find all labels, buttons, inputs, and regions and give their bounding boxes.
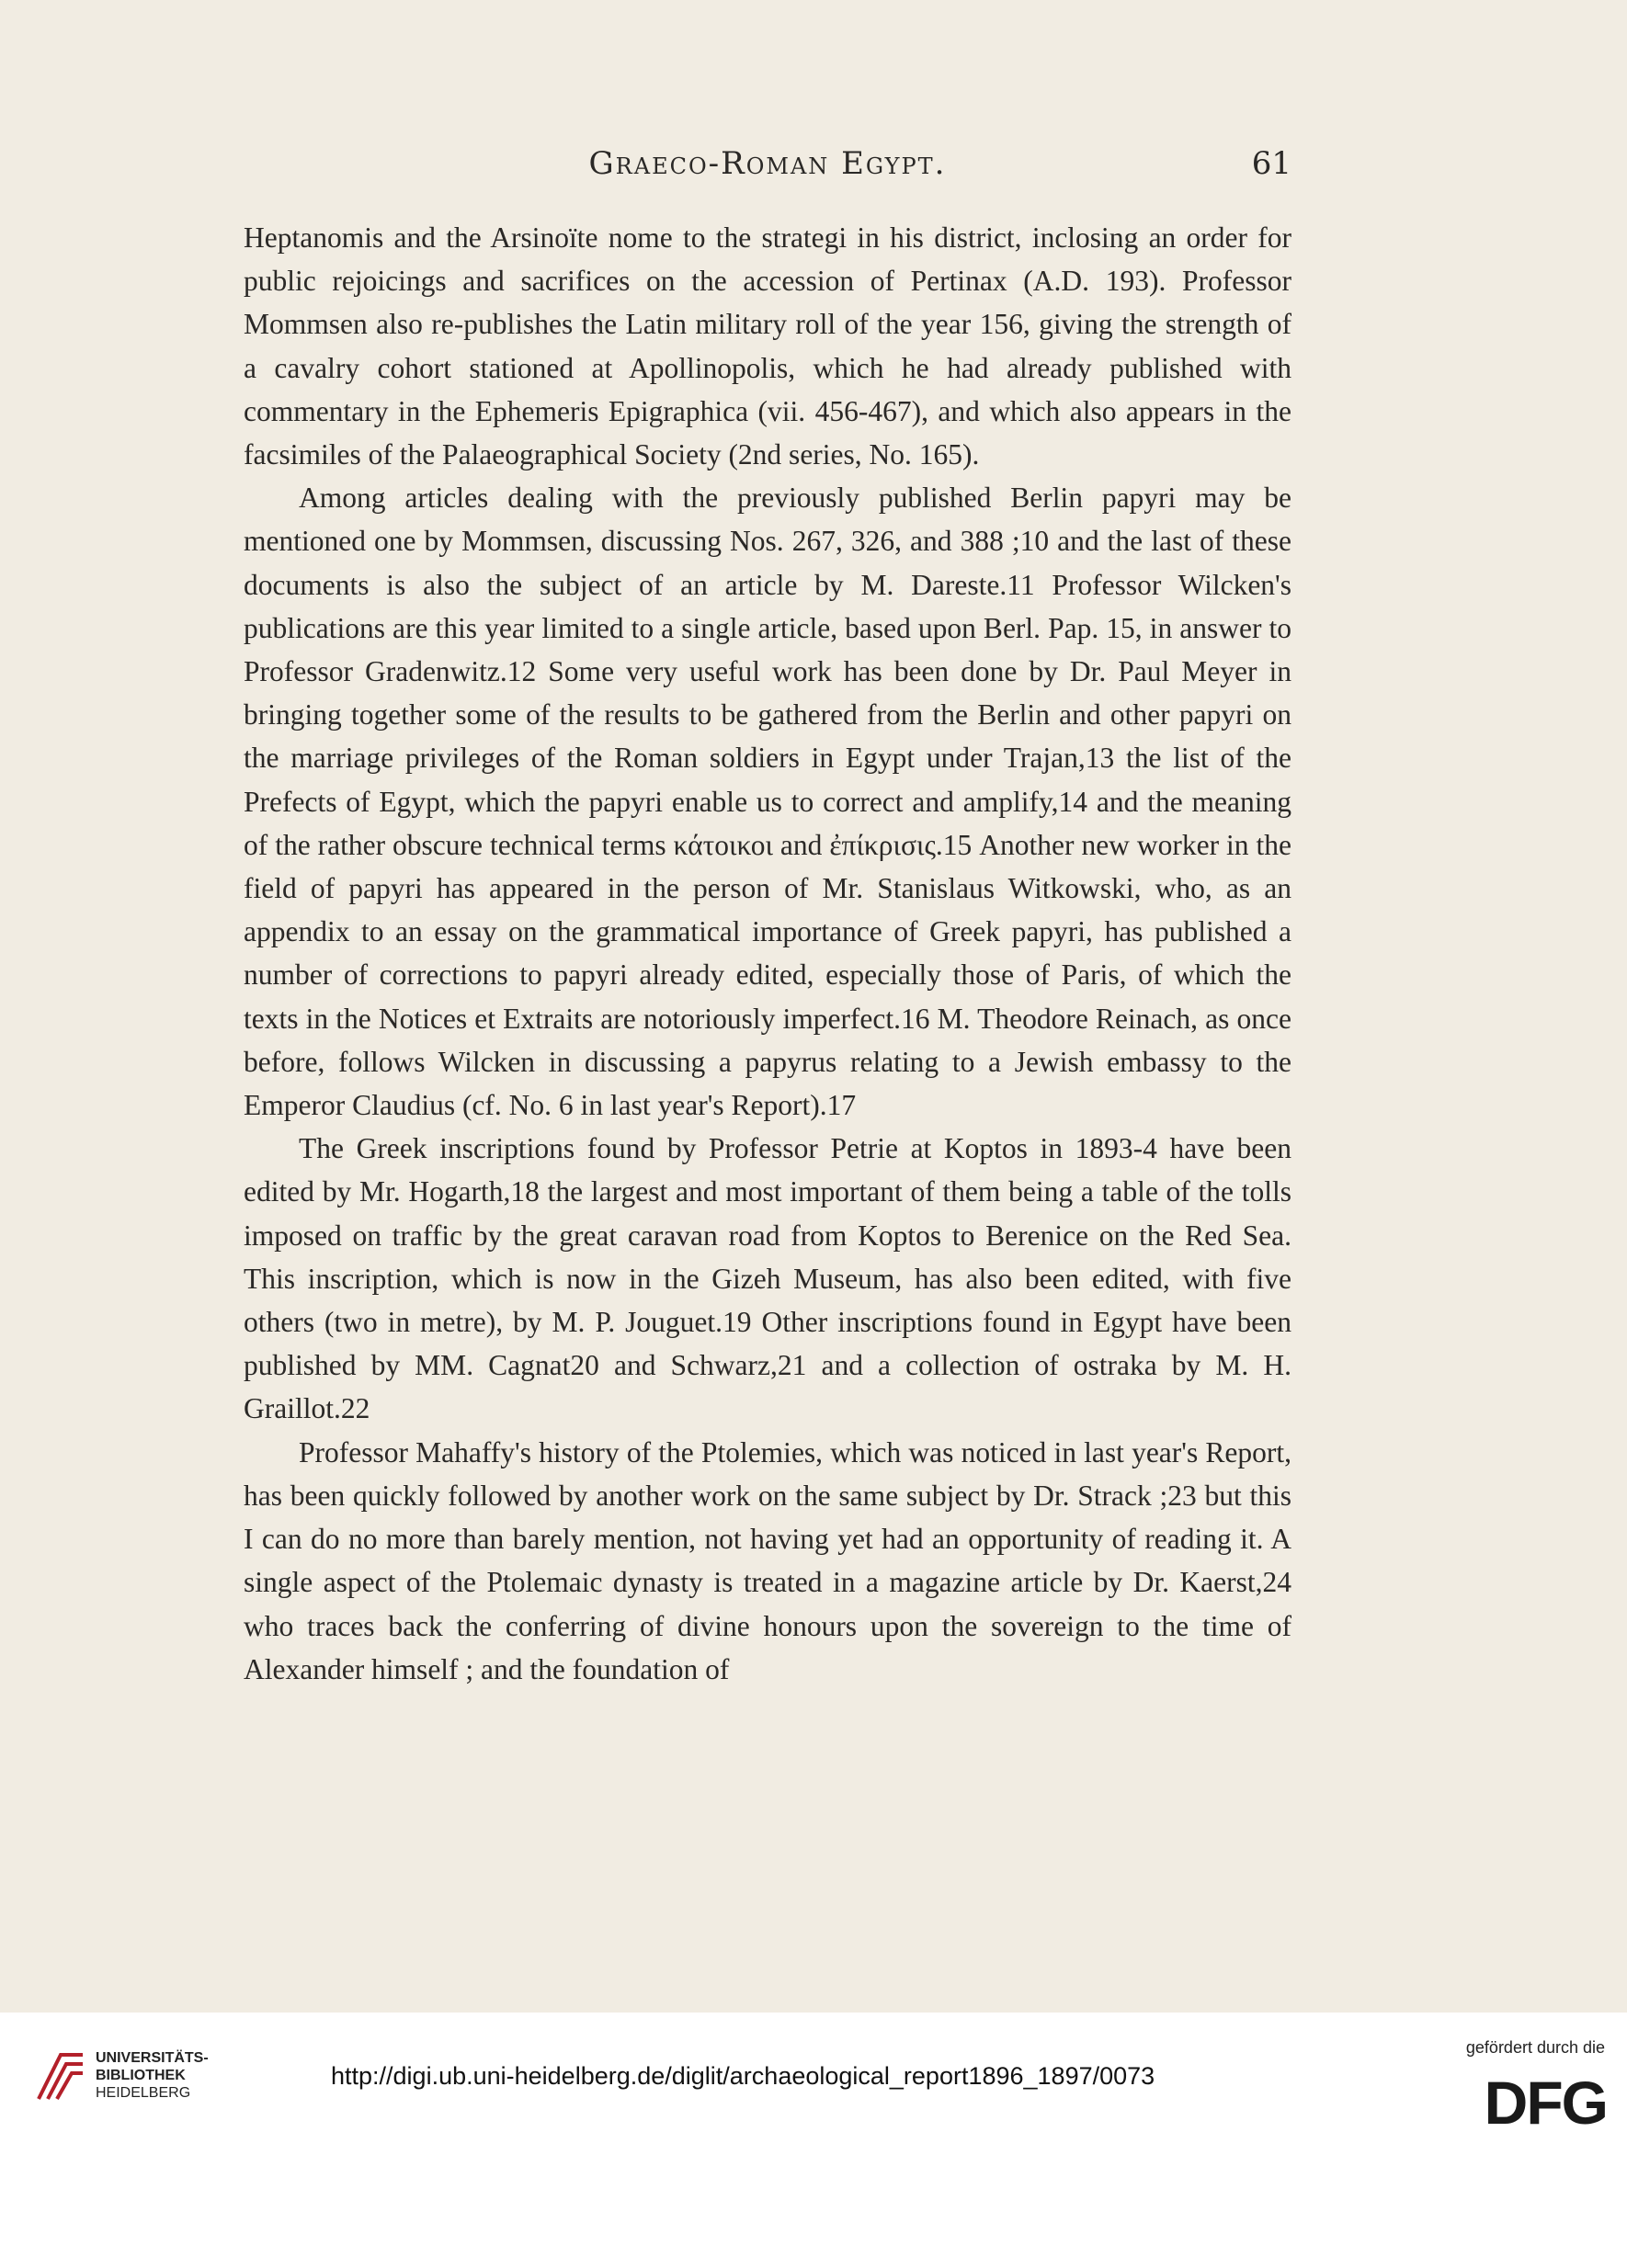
body-text: [244, 216, 1291, 1691]
paragraph-2: Among articles dealing with the previously published Berlin papyri may be mentioned one by Mommsen, discussing Nos. 267, 326, and 388 ;10 and the last of these documents is also the subject of an article by M. Dareste.11 Professor Wilcken's publications are this year limited to a single article, based upon Berl. Pap. 15, in answer to Professor Gradenwitz.12 Some very useful work has been done by Dr. Paul Meyer in bringing together some of the results to be gathered from the Berlin and other papyri on the marriage privileges of the Roman soldiers in Egypt under Trajan,13 the list of the Prefects of Egypt, which the papyri enable us to correct and amplify,14 and the meaning of the rather obscure technical terms κάτοικοι and ἐπίκρισις.15 Another new worker in the field of papyri has appeared in the person of Mr. Stanislaus Witkowski, who, as an appendix to an essay on the grammatical importance of Greek papyri, has published a number of corrections to papyri already edited, especially those of Paris, of which the texts in the Notices et Extraits are notoriously imperfect.16 M. Theodore Reinach, as once before, follows Wilcken in discussing a papyrus relating to a Jewish embassy to the Emperor Claudius (cf. No. 6 in last year's Report).17: [244, 482, 1291, 1122]
running-header: [244, 145, 1291, 200]
library-name-line-3: HEIDELBERG: [96, 2085, 191, 2101]
university-library-logo-icon: [33, 2042, 86, 2106]
paragraph-3: The Greek inscriptions found by Professor Petrie at Koptos in 1893-4 have been edited by Mr. Hogarth,18 the largest and most important of them being a table of the tolls imposed on traffic by the great caravan road from Koptos to Berenice on the Red Sea. This inscription, which is now in the Gizeh Museum, has also been edited, with five others (two in metre), by M. P. Jouguet.19 Other inscriptions found in Egypt have been published by MM. Cagnat20 and Schwarz,21 and a collection of ostraka by M. H. Graillot.22: [244, 1132, 1291, 1425]
library-name-line-1: UNIVERSITÄTS-: [96, 2050, 209, 2066]
page-number: 61: [1251, 145, 1291, 182]
paragraph-4: Professor Mahaffy's history of the Ptolemies, which was noticed in last year's Report, has been quickly followed by another work on the same subject by Dr. Strack ;23 but this I can do no more than barely mention, not having yet had an opportunity of reading it. A single aspect of the Ptolemaic dynasty is treated in a magazine article by Dr. Kaerst,24 who traces back the conferring of divine honours upon the sovereign to the time of Alexander himself ; and the foundation of: [244, 1435, 1291, 1685]
paragraph-1: Heptanomis and the Arsinoïte nome to the strategi in his district, inclosing an order for public rejoicings and sacrifices on the accession of Pertinax (A.D. 193). Professor Mommsen also re-publishes the Latin military roll of the year 156, giving the strength of a cavalry cohort stationed at Apollinopolis, which he had already published with commentary in the Ephemeris Epigraphica (vii. 456-467), and which also appears in the facsimiles of the Palaeographical Society (2nd series, No. 165).: [244, 221, 1291, 471]
permalink-url[interactable]: http://digi.ub.uni-heidelberg.de/diglit/archaeological_report1896_1897/0073: [331, 2062, 1155, 2090]
dfg-logo: DFG: [1484, 2069, 1607, 2137]
funding-label: gefördert durch die: [1465, 2038, 1605, 2057]
library-name-line-2: BIBLIOTHEK: [96, 2068, 186, 2083]
footer-bar: [0, 2013, 1627, 2268]
running-title: Graeco-Roman Egypt.: [588, 145, 947, 182]
library-name: [96, 2049, 209, 2102]
